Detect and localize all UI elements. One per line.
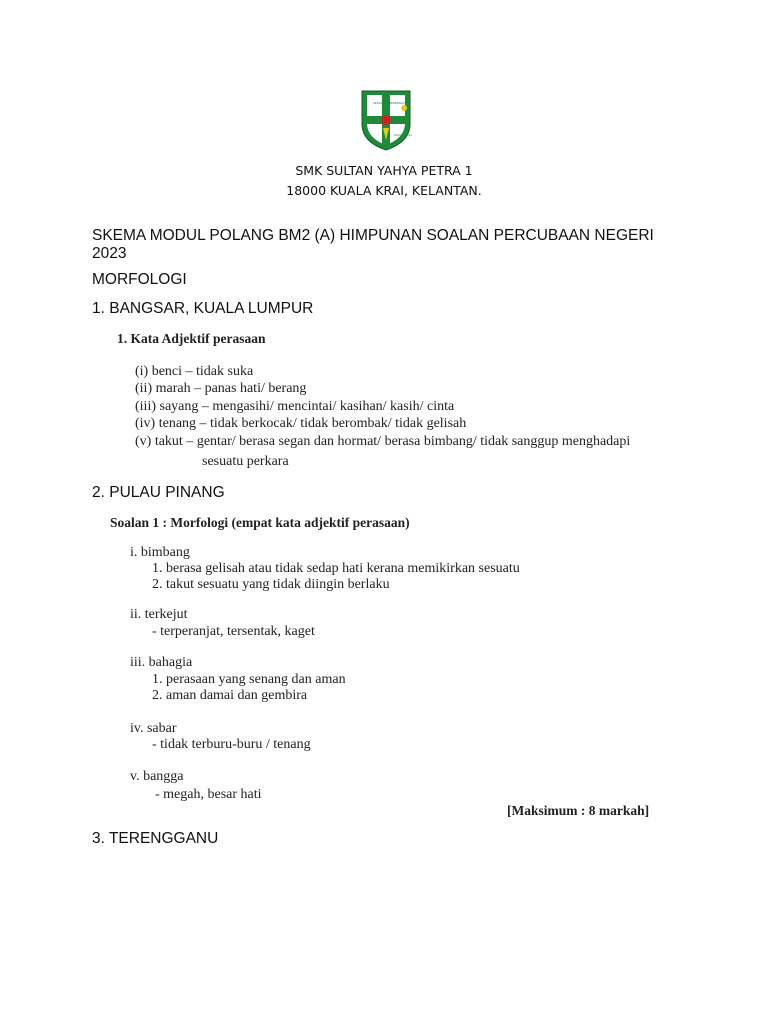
school-address: 18000 KUALA KRAI, KELANTAN. (286, 183, 482, 198)
section2-heading: 2. PULAU PINANG (92, 484, 225, 501)
section1-item-3: (iii) sayang – mengasihi/ mencintai/ kasihan/ kasih/ cinta (135, 399, 455, 414)
maximum-marks: [Maksimum : 8 markah] (507, 803, 650, 818)
answer-i-word: i. bimbang (130, 545, 190, 560)
answer-v-meaning: - megah, besar hati (155, 787, 262, 802)
section1-item-5-continued: sesuatu perkara (202, 454, 289, 469)
section2-subheading: Soalan 1 : Morfologi (empat kata adjektif perasaan) (110, 515, 410, 530)
section1-item-4: (iv) tenang – tidak berkocak/ tidak berombak/ tidak gelisah (135, 416, 467, 431)
section1-item-5: (v) takut – gentar/ berasa segan dan hormat/ berasa bimbang/ tidak sanggup menghadapi (135, 434, 631, 449)
answer-ii-word: ii. terkejut (130, 607, 188, 622)
section1-item-1: (i) benci – tidak suka (135, 364, 254, 379)
crest-text-top: SEKOLAH MENENGAH (373, 101, 406, 105)
section3-heading: 3. TERENGGANU (92, 830, 219, 847)
subject-heading: MORFOLOGI (92, 271, 187, 288)
crest-text-bottom: KUALA KRAI (394, 133, 412, 137)
answer-iii-meaning-1: 1. perasaan yang senang dan aman (152, 672, 346, 687)
school-name: SMK SULTAN YAHYA PETRA 1 (295, 163, 473, 178)
doc-title-line1: SKEMA MODUL POLANG BM2 (A) HIMPUNAN SOALAN PERCUBAAN NEGERI (92, 227, 654, 244)
answer-iv-meaning: - tidak terburu-buru / tenang (152, 737, 311, 752)
answer-i-meaning-1: 1. berasa gelisah atau tidak sedap hati kerana memikirkan sesuatu (152, 561, 520, 576)
section1-subheading: 1. Kata Adjektif perasaan (117, 331, 266, 346)
doc-title-line2: 2023 (92, 245, 127, 262)
answer-iv-word: iv. sabar (130, 721, 177, 736)
answer-v-word: v. bangga (130, 769, 184, 784)
section1-heading: 1. BANGSAR, KUALA LUMPUR (92, 300, 314, 317)
answer-ii-meaning: - terperanjat, tersentak, kaget (152, 624, 315, 639)
answer-i-meaning-2: 2. takut sesuatu yang tidak diingin berlaku (152, 577, 390, 592)
answer-iii-meaning-2: 2. aman damai dan gembira (152, 688, 308, 703)
answer-iii-word: iii. bahagia (130, 655, 193, 670)
school-crest-logo (358, 88, 414, 152)
section1-item-2: (ii) marah – panas hati/ berang (135, 381, 307, 396)
